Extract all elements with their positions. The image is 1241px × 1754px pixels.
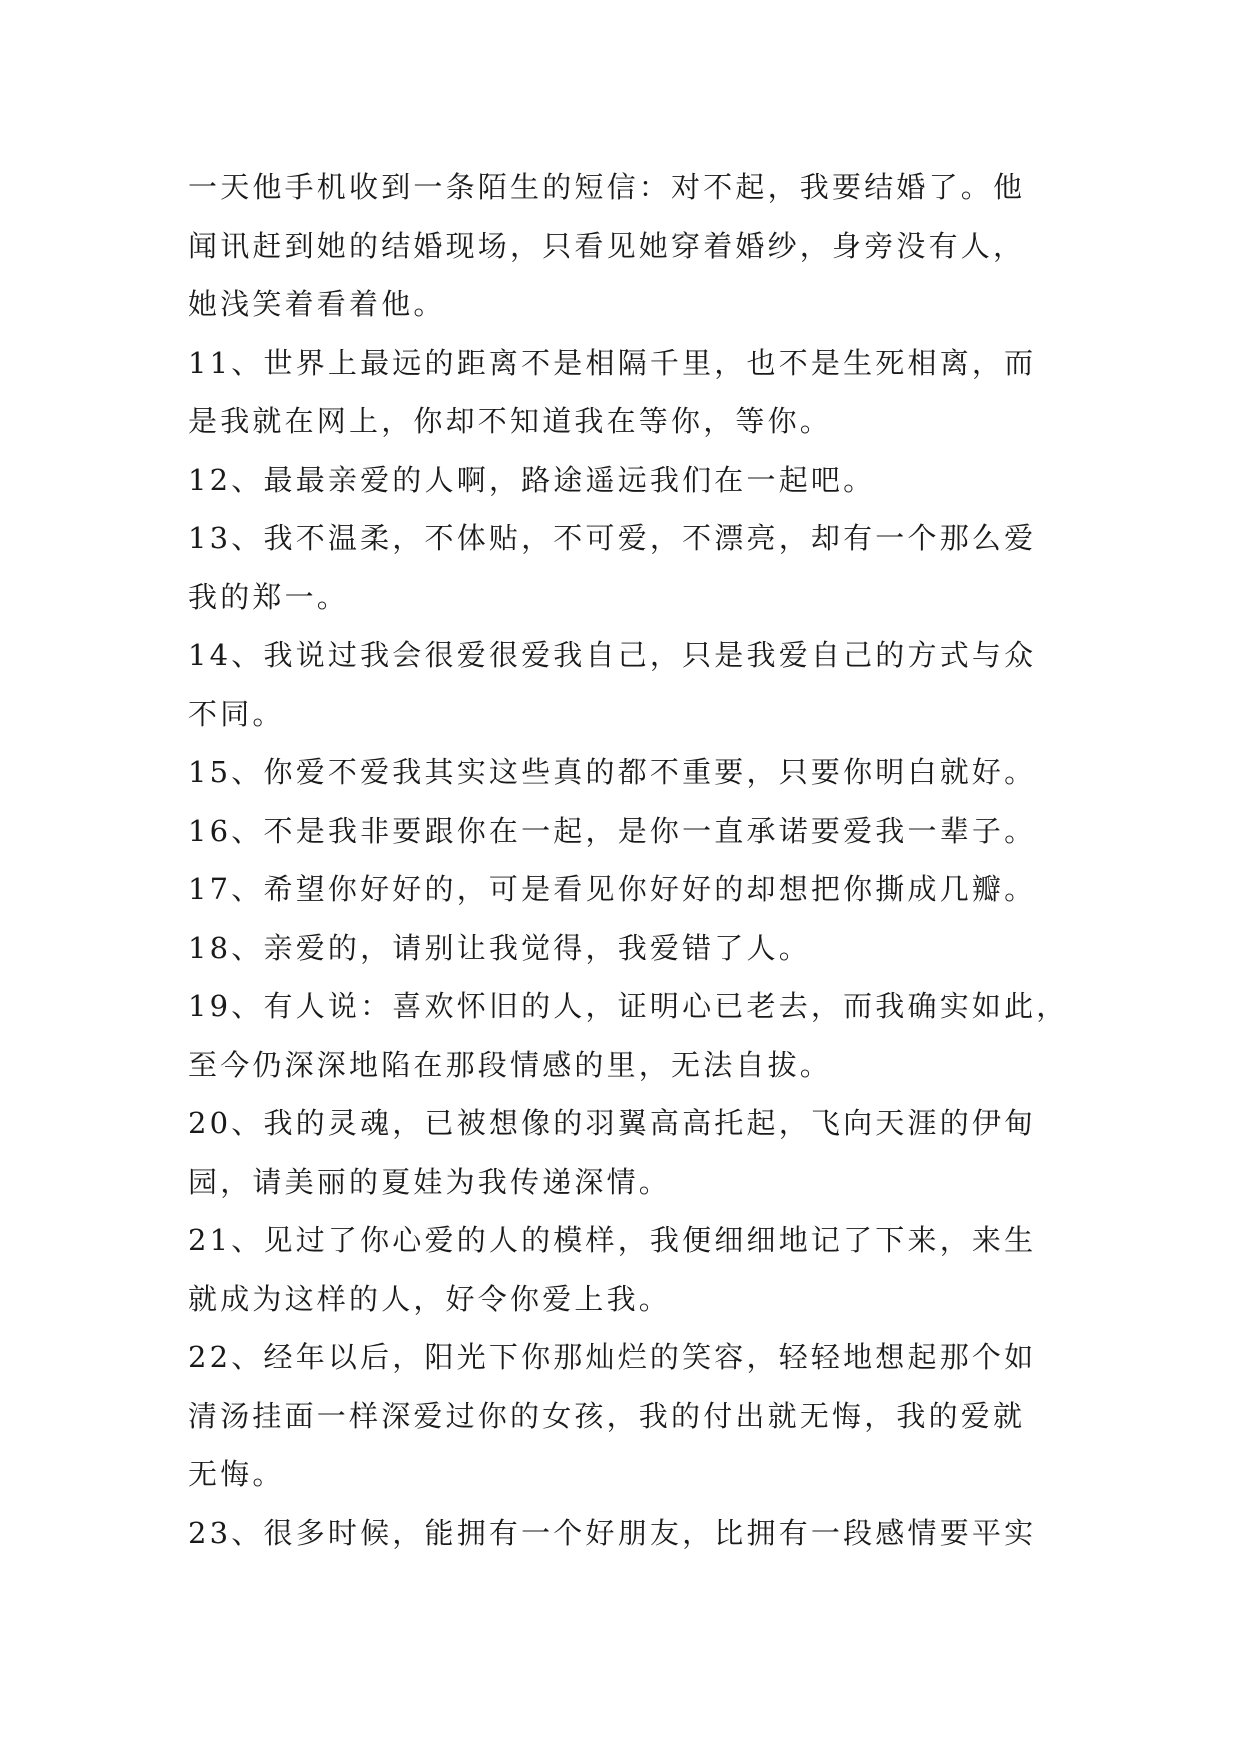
text-line: 14、我说过我会很爱很爱我自己，只是我爱自己的方式与众 bbox=[188, 638, 1037, 672]
text-line: 22、经年以后，阳光下你那灿烂的笑容，轻轻地想起那个如 bbox=[188, 1340, 1037, 1374]
text-line: 一天他手机收到一条陌生的短信：对不起，我要结婚了。他 bbox=[188, 170, 1026, 204]
text-line: 不同。 bbox=[188, 696, 285, 731]
text-line: 11、世界上最远的距离不是相隔千里，也不是生死相离，而 bbox=[188, 345, 1037, 380]
text-line: 就成为这样的人，好令你爱上我。 bbox=[188, 1281, 672, 1316]
text-line: 我的郑一。 bbox=[188, 579, 350, 614]
text-line: 她浅笑着看着他。 bbox=[188, 287, 446, 321]
text-line: 15、你爱不爱我其实这些真的都不重要，只要你明白就好。 bbox=[188, 755, 1037, 789]
text-line: 21、见过了你心爱的人的模样，我便细细地记了下来，来生 bbox=[188, 1223, 1037, 1257]
text-line: 12、最最亲爱的人啊，路途遥远我们在一起吧。 bbox=[188, 462, 876, 497]
text-line: 至今仍深深地陷在那段情感的里，无法自拔。 bbox=[188, 1047, 833, 1082]
text-line: 无悔。 bbox=[188, 1457, 285, 1491]
text-line: 16、不是我非要跟你在一起，是你一直承诺要爱我一辈子。 bbox=[188, 813, 1037, 848]
text-line: 18、亲爱的，请别让我觉得，我爱错了人。 bbox=[188, 930, 811, 965]
text-line: 20、我的灵魂，已被想像的羽翼高高托起，飞向天涯的伊甸 bbox=[188, 1106, 1037, 1140]
document-body bbox=[188, 158, 1088, 1562]
text-line: 闻讯赶到她的结婚现场，只看见她穿着婚纱，身旁没有人， bbox=[188, 228, 1026, 263]
text-line: 是我就在网上，你却不知道我在等你，等你。 bbox=[188, 404, 833, 438]
text-line: 13、我不温柔，不体贴，不可爱，不漂亮，却有一个那么爱 bbox=[188, 521, 1037, 555]
text-line: 17、希望你好好的，可是看见你好好的却想把你撕成几瓣。 bbox=[188, 872, 1037, 906]
text-line: 23、很多时候，能拥有一个好朋友，比拥有一段感情要平实 bbox=[188, 1515, 1037, 1550]
text-line: 清汤挂面一样深爱过你的女孩，我的付出就无悔，我的爱就 bbox=[188, 1398, 1026, 1433]
text-line: 19、有人说：喜欢怀旧的人，证明心已老去，而我确实如此， bbox=[188, 989, 1069, 1023]
text-line: 园，请美丽的夏娃为我传递深情。 bbox=[188, 1164, 672, 1199]
